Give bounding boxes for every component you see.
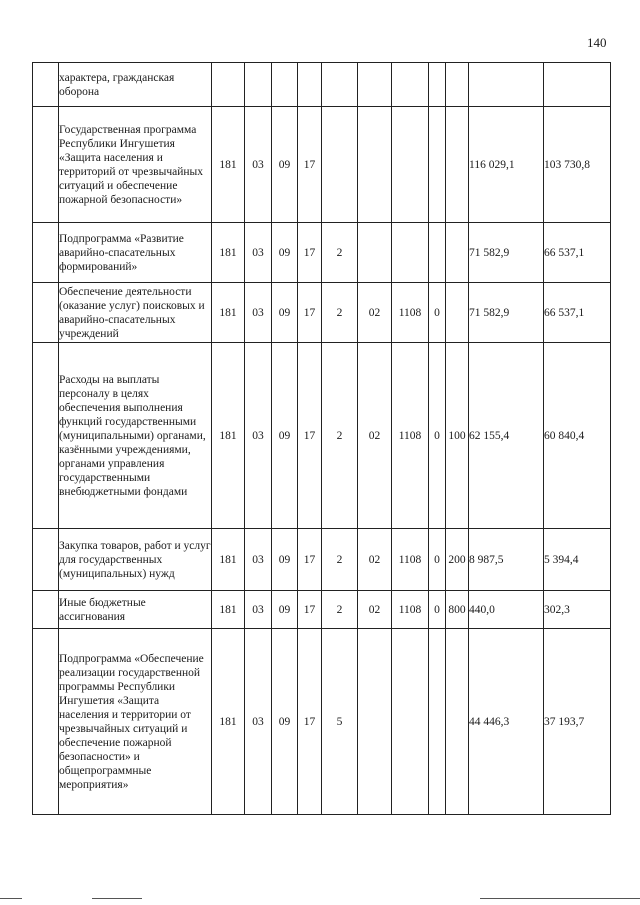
program-code: 17	[298, 107, 322, 223]
program-code: 17	[298, 529, 322, 591]
subsection-code: 09	[272, 529, 298, 591]
amount-actual: 66 537,1	[544, 223, 611, 283]
program-code: 17	[298, 629, 322, 815]
admin-code: 181	[212, 343, 245, 529]
subsection-code: 09	[272, 223, 298, 283]
section-code: 03	[245, 223, 272, 283]
item-description: Подпрограмма «Обеспечение реализации государственной программы Республики Ингушетия «Защита населения и территории от чрезвычайных ситуаций и обеспечение пожарной безопасности» и общепрограммные мероприятия»	[59, 629, 212, 815]
table-body	[33, 63, 611, 815]
subsection-code: 09	[272, 591, 298, 629]
table-row	[33, 529, 611, 591]
subsection-code: 09	[272, 107, 298, 223]
amount-plan: 71 582,9	[469, 223, 544, 283]
item-description: характера, гражданская оборона	[59, 63, 212, 107]
item-description: Иные бюджетные ассигнования	[59, 591, 212, 629]
event-code	[358, 223, 392, 283]
subprogram-code: 2	[322, 529, 358, 591]
amount-plan: 116 029,1	[469, 107, 544, 223]
direction-code	[392, 107, 429, 223]
subsection-code: 09	[272, 629, 298, 815]
event-code	[358, 63, 392, 107]
section-code: 03	[245, 283, 272, 343]
section-code: 03	[245, 529, 272, 591]
amount-plan: 8 987,5	[469, 529, 544, 591]
admin-code: 181	[212, 223, 245, 283]
subdirection-code	[429, 223, 446, 283]
row-number-cell	[33, 591, 59, 629]
table-row	[33, 283, 611, 343]
program-code: 17	[298, 343, 322, 529]
table-row	[33, 629, 611, 815]
direction-code: 1108	[392, 283, 429, 343]
subprogram-code: 2	[322, 283, 358, 343]
subprogram-code: 5	[322, 629, 358, 815]
subdirection-code	[429, 63, 446, 107]
direction-code: 1108	[392, 343, 429, 529]
row-number-cell	[33, 629, 59, 815]
expense-type-code: 800	[446, 591, 469, 629]
expense-type-code	[446, 629, 469, 815]
program-code: 17	[298, 283, 322, 343]
amount-plan: 440,0	[469, 591, 544, 629]
expense-type-code	[446, 63, 469, 107]
row-number-cell	[33, 107, 59, 223]
admin-code: 181	[212, 629, 245, 815]
event-code	[358, 629, 392, 815]
expense-type-code	[446, 107, 469, 223]
expense-type-code: 200	[446, 529, 469, 591]
event-code: 02	[358, 529, 392, 591]
subdirection-code	[429, 629, 446, 815]
event-code: 02	[358, 591, 392, 629]
table-row	[33, 591, 611, 629]
budget-table	[32, 62, 611, 815]
subdirection-code	[429, 107, 446, 223]
subdirection-code: 0	[429, 529, 446, 591]
footer-line	[0, 898, 22, 899]
table-row	[33, 343, 611, 529]
admin-code: 181	[212, 529, 245, 591]
admin-code: 181	[212, 107, 245, 223]
section-code: 03	[245, 107, 272, 223]
table-row	[33, 63, 611, 107]
expense-type-code	[446, 283, 469, 343]
amount-actual: 302,3	[544, 591, 611, 629]
item-description: Подпрограмма «Развитие аварийно-спасательных формирований»	[59, 223, 212, 283]
expense-type-code	[446, 223, 469, 283]
table-row	[33, 107, 611, 223]
item-description: Закупка товаров, работ и услуг для государственных (муниципальных) нужд	[59, 529, 212, 591]
subprogram-code: 2	[322, 223, 358, 283]
row-number-cell	[33, 529, 59, 591]
event-code: 02	[358, 343, 392, 529]
footer-line	[92, 898, 142, 899]
section-code	[245, 63, 272, 107]
amount-actual: 66 537,1	[544, 283, 611, 343]
item-description: Обеспечение деятельности (оказание услуг) поисковых и аварийно-спасательных учреждений	[59, 283, 212, 343]
amount-actual: 60 840,4	[544, 343, 611, 529]
amount-plan	[469, 63, 544, 107]
row-number-cell	[33, 63, 59, 107]
event-code: 02	[358, 283, 392, 343]
direction-code: 1108	[392, 529, 429, 591]
subsection-code: 09	[272, 343, 298, 529]
page-number: 140	[587, 35, 607, 50]
direction-code	[392, 629, 429, 815]
item-description: Расходы на выплаты персоналу в целях обеспечения выполнения функций государственными (муниципальными) органами, казёнными учреждениями, органами управления государственными внебюджетными фондами	[59, 343, 212, 529]
item-description: Государственная программа Республики Ингушетия «Защита населения и территорий от чрезвычайных ситуаций и обеспечение пожарной безопасности»	[59, 107, 212, 223]
subsection-code: 09	[272, 283, 298, 343]
amount-actual: 5 394,4	[544, 529, 611, 591]
subdirection-code: 0	[429, 591, 446, 629]
direction-code	[392, 223, 429, 283]
amount-actual: 37 193,7	[544, 629, 611, 815]
admin-code: 181	[212, 283, 245, 343]
subprogram-code: 2	[322, 591, 358, 629]
program-code: 17	[298, 223, 322, 283]
program-code	[298, 63, 322, 107]
amount-actual	[544, 63, 611, 107]
amount-actual: 103 730,8	[544, 107, 611, 223]
event-code	[358, 107, 392, 223]
subdirection-code: 0	[429, 283, 446, 343]
section-code: 03	[245, 629, 272, 815]
subdirection-code: 0	[429, 343, 446, 529]
amount-plan: 71 582,9	[469, 283, 544, 343]
program-code: 17	[298, 591, 322, 629]
subprogram-code	[322, 63, 358, 107]
footer-line	[480, 898, 640, 899]
direction-code	[392, 63, 429, 107]
row-number-cell	[33, 223, 59, 283]
table-row	[33, 223, 611, 283]
amount-plan: 62 155,4	[469, 343, 544, 529]
subprogram-code: 2	[322, 343, 358, 529]
section-code: 03	[245, 591, 272, 629]
direction-code: 1108	[392, 591, 429, 629]
row-number-cell	[33, 343, 59, 529]
expense-type-code: 100	[446, 343, 469, 529]
amount-plan: 44 446,3	[469, 629, 544, 815]
admin-code: 181	[212, 591, 245, 629]
admin-code	[212, 63, 245, 107]
subprogram-code	[322, 107, 358, 223]
subsection-code	[272, 63, 298, 107]
section-code: 03	[245, 343, 272, 529]
row-number-cell	[33, 283, 59, 343]
